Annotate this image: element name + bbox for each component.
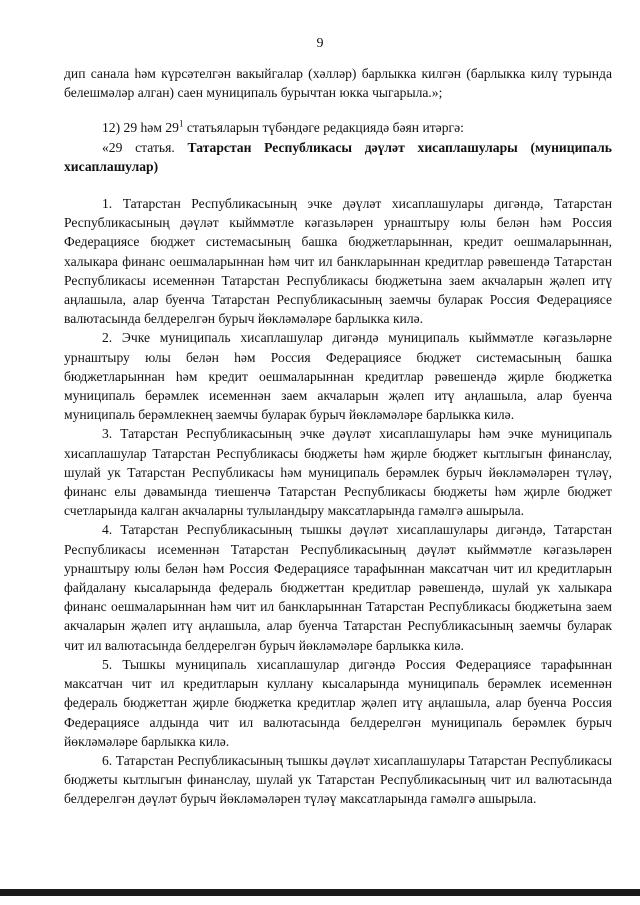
article-item: 6. Татарстан Республикасының тышкы дәүләт хисаплашулары Татарстан Республикасы бюджеты кытлыгын финанслау, шулай ук Татарстан Республикасының чит ил валютасында белдерелгән дәүләт бурыч йөкләмәләрен түләү максатларында гамәлгә ашырыла.	[64, 752, 612, 807]
article-heading	[64, 138, 612, 176]
article-item: 3. Татарстан Республикасының эчке дәүләт хисаплашулары һәм эчке муниципаль хисаплашулар Татарстан Республикасы бюджеты һәм җирле бюджет кытлыгын финанслау, шулай ук Татарстан Республикасы һәм муниципаль берәмлек бурыч йөкләмәләрен түләү, финанс елы дәвамында тиешенчә Татарстан Республикасы бюджеты һәм җирле бюджет счетларында калган акчаларны тулыландыру максатларында гамәлгә ашырыла.	[64, 426, 612, 519]
article-title: Татарстан Республикасы дәүләт хисаплашулары (муниципаль хисаплашулар)	[64, 139, 612, 174]
amendment-instruction	[64, 118, 612, 137]
article-item: 1. Татарстан Республикасының эчке дәүләт хисаплашулары дигәндә, Татарстан Республикасының дәүләт кыйммәтле кәгазьләрен урнаштыру юлы белән һәм Россия Федерациясе бюджет системасының башка бюджетларыннан, кредит оешмаларыннан, халыкара финанс оешмаларыннан һәм чит ил банкларыннан кредитлар рәвешендә Татарстан Республикасы исеменнән Татарстан Республикасы бюджетына заем акчаларын җәлеп итү аңлашыла, алар буенча Татарстан Республикасының заемчы буларак Россия Федерациясе валютасында белдерелгән бурыч йөкләмәләре барлыкка килә.	[64, 196, 612, 327]
paragraph-gap	[64, 176, 612, 194]
amendment-lead: 12) 29 һәм 29	[102, 120, 179, 136]
continuation-paragraph: дип санала һәм күрсәтелгән вакыйгалар (хәлләр) барлыкка килгән (барлыкка килү турында белешмәләр алган) саен муниципаль бурычтан юкка чыгарыла.»;	[64, 66, 612, 101]
amendment-rest: статьяларын түбәндәге редакциядә бәян итәргә:	[183, 120, 464, 136]
scan-bottom-edge	[0, 889, 640, 896]
article-prefix: «29 статья.	[102, 139, 188, 155]
article-item: 4. Татарстан Республикасының тышкы дәүләт хисаплашулары дигәндә, Татарстан Республикасы исеменнән Татарстан Республикасының дәүләт кыйммәтле кәгазьләрен урнаштыру юлы белән һәм Россия Федерациясе тарафыннан максатчан чит ил кредитларын файдалану кысаларында федераль бюджеттан кредитлар рәвешендә, шулай ук халыкара финанс оешмаларыннан һәм чит ил банкларыннан Татарстан Республикасы бюджетына заем акчаларын җәлеп итү аңлашыла, алар буенча Татарстан Республикасының заемчы буларак чит ил валютасында белдерелгән бурыч йөкләмәләре барлыкка килә.	[64, 522, 612, 653]
amendment-superscript: 1	[178, 118, 184, 129]
document-body	[64, 64, 612, 809]
page-number: 9	[316, 36, 324, 51]
article-item: 5. Тышкы муниципаль хисаплашулар дигәндә Россия Федерациясе тарафыннан максатчан чит ил кредитларын куллану кысаларында муниципаль берәмлек исеменнән федераль бюджеттан җирле бюджетка кредитлар җәлеп итү аңлашыла, алар буенча Россия Федерациясе алдында чит ил валютасында белдерелгән муниципаль берәмлек бурыч йөкләмәләре барлыкка килә.	[64, 656, 612, 749]
article-item: 2. Эчке муниципаль хисаплашулар дигәндә муниципаль кыйммәтле кәгазьләрне урнаштыру юлы белән һәм Россия Федерациясе бюджет системасының башка бюджетларыннан һәм кредит оешмаларыннан кредитлар рәвешендә җирле бюджетка муниципаль берәмлек исеменнән заем акчаларын җәлеп итү аңлашыла, алар буенча муниципаль берәмлекнең заемчы буларак бурыч йөкләмәләре барлыкка килә.	[64, 330, 612, 423]
